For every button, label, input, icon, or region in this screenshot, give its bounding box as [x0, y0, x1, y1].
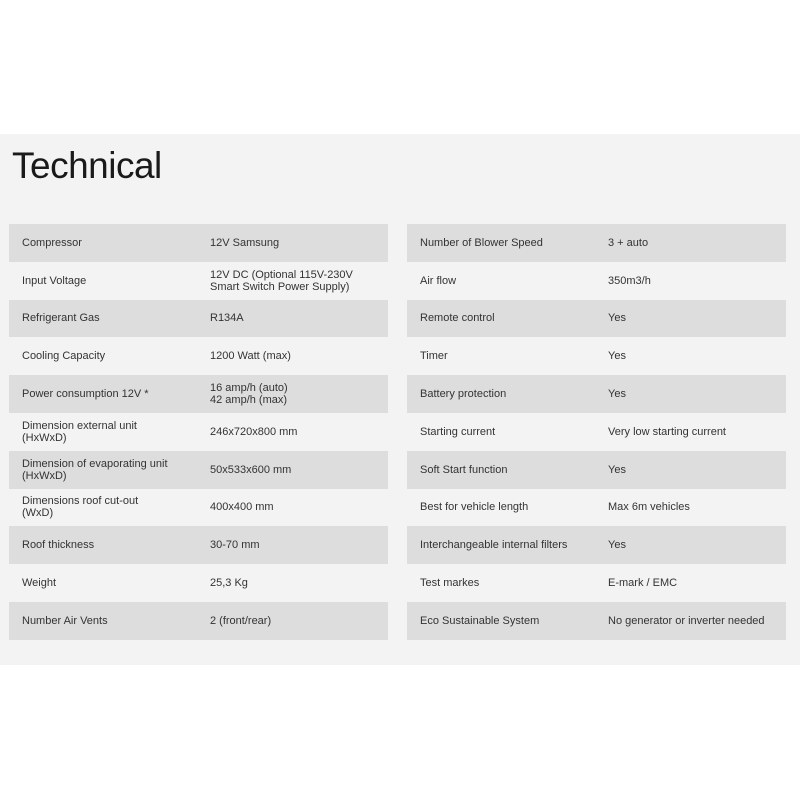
spec-value-line: Very low starting current: [608, 425, 726, 438]
spec-value: [198, 577, 388, 589]
spec-value: [596, 464, 786, 476]
spec-value: [596, 237, 786, 249]
spec-label-line: Dimensions roof cut-out: [22, 495, 139, 508]
spec-label: [9, 312, 198, 324]
spec-label: [407, 237, 596, 249]
spec-label-line: (HxWxD): [22, 431, 67, 444]
spec-label: [9, 420, 198, 444]
spec-value: [596, 312, 786, 324]
spec-value: [198, 539, 388, 551]
spec-value: [596, 426, 786, 438]
spec-value: [596, 539, 786, 551]
spec-value: [198, 382, 388, 406]
spec-value: [198, 350, 388, 362]
spec-label-line: Test markes: [420, 577, 480, 590]
spec-label-line: Battery protection: [420, 388, 507, 401]
spec-value: [596, 501, 786, 513]
spec-row: [407, 564, 786, 602]
spec-value-line: 25,3 Kg: [210, 577, 248, 590]
spec-row: [407, 489, 786, 527]
spec-label-line: Dimension of evaporating unit: [22, 457, 168, 470]
spec-value: [198, 269, 388, 293]
spec-value-line: 246x720x800 mm: [210, 425, 298, 438]
spec-row: [407, 413, 786, 451]
spec-label: [9, 237, 198, 249]
spec-value-line: Smart Switch Power Supply): [210, 280, 350, 293]
spec-value-line: Yes: [608, 388, 626, 401]
spec-label-line: Dimension external unit: [22, 419, 137, 432]
spec-label-line: Weight: [22, 577, 57, 590]
spec-label: [9, 539, 198, 551]
spec-label: [9, 615, 198, 627]
spec-row: [9, 262, 388, 300]
spec-label-line: Compressor: [22, 236, 82, 249]
spec-value-line: Yes: [608, 539, 626, 552]
spec-value-line: 2 (front/rear): [210, 614, 272, 627]
spec-value: [198, 464, 388, 476]
spec-label: [9, 495, 198, 519]
spec-value: [198, 615, 388, 627]
spec-label-line: Number Air Vents: [22, 614, 108, 627]
spec-label-line: Starting current: [420, 425, 496, 438]
spec-value-line: Max 6m vehicles: [608, 501, 690, 514]
spec-value-line: No generator or inverter needed: [608, 614, 765, 627]
spec-label: [407, 577, 596, 589]
spec-value-line: Yes: [608, 463, 626, 476]
spec-label-line: Cooling Capacity: [22, 350, 106, 363]
spec-row: [407, 224, 786, 262]
spec-label-line: Input Voltage: [22, 274, 87, 287]
specs-table-right: [407, 224, 786, 640]
spec-row: [407, 337, 786, 375]
spec-label: [407, 388, 596, 400]
spec-label: [9, 350, 198, 362]
page-title: Technical: [12, 145, 162, 186]
spec-row: [407, 602, 786, 640]
spec-label: [407, 539, 596, 551]
spec-value-line: Yes: [608, 312, 626, 325]
spec-label-line: Air flow: [420, 274, 457, 287]
spec-label-line: Interchangeable internal filters: [420, 539, 568, 552]
spec-row: [9, 451, 388, 489]
spec-label: [9, 577, 198, 589]
spec-value-line: 16 amp/h (auto): [210, 382, 288, 395]
spec-value-line: 1200 Watt (max): [210, 350, 291, 363]
spec-value: [596, 388, 786, 400]
spec-value-line: 3 + auto: [608, 236, 649, 249]
spec-label: [407, 426, 596, 438]
spec-label-line: (HxWxD): [22, 469, 67, 482]
spec-label: [407, 312, 596, 324]
spec-row: [407, 300, 786, 338]
spec-row: [9, 375, 388, 413]
spec-value-line: R134A: [210, 312, 244, 325]
spec-value: [198, 501, 388, 513]
spec-row: [9, 489, 388, 527]
spec-row: [407, 451, 786, 489]
spec-label: [407, 350, 596, 362]
spec-label: [9, 275, 198, 287]
spec-label-line: Timer: [420, 350, 448, 363]
spec-label: [9, 458, 198, 482]
spec-label-line: Roof thickness: [22, 539, 95, 552]
spec-value-line: 50x533x600 mm: [210, 463, 292, 476]
specs-table-left: [9, 224, 388, 640]
spec-value-line: 12V Samsung: [210, 236, 280, 249]
spec-label: [407, 615, 596, 627]
spec-value: [596, 350, 786, 362]
spec-value: [198, 312, 388, 324]
spec-label-line: Eco Sustainable System: [420, 614, 540, 627]
spec-value: [596, 615, 786, 627]
spec-value: [596, 275, 786, 287]
spec-row: [407, 375, 786, 413]
spec-row: [9, 224, 388, 262]
spec-label-line: Number of Blower Speed: [420, 236, 543, 249]
spec-label-line: Refrigerant Gas: [22, 312, 100, 325]
spec-label-line: (WxD): [22, 507, 54, 520]
spec-label: [407, 275, 596, 287]
spec-row: [407, 526, 786, 564]
spec-row: [9, 602, 388, 640]
spec-value-line: 400x400 mm: [210, 501, 274, 514]
spec-label-line: Best for vehicle length: [420, 501, 529, 514]
spec-row: [9, 337, 388, 375]
spec-label: [407, 464, 596, 476]
spec-row: [9, 526, 388, 564]
spec-label: [407, 501, 596, 513]
spec-label: [9, 388, 198, 400]
spec-value-line: 350m3/h: [608, 274, 651, 287]
spec-label-line: Soft Start function: [420, 463, 508, 476]
spec-label-line: Remote control: [420, 312, 495, 325]
spec-value: [596, 577, 786, 589]
spec-value-line: 30-70 mm: [210, 539, 260, 552]
spec-value: [198, 237, 388, 249]
spec-row: [9, 300, 388, 338]
spec-label-line: Power consumption 12V *: [22, 388, 149, 401]
spec-row: [9, 564, 388, 602]
spec-value: [198, 426, 388, 438]
spec-value-line: E-mark / EMC: [608, 577, 678, 590]
spec-value-line: 42 amp/h (max): [210, 394, 288, 407]
spec-row: [407, 262, 786, 300]
spec-row: [9, 413, 388, 451]
spec-value-line: Yes: [608, 350, 626, 363]
spec-value-line: 12V DC (Optional 115V-230V: [210, 268, 353, 281]
